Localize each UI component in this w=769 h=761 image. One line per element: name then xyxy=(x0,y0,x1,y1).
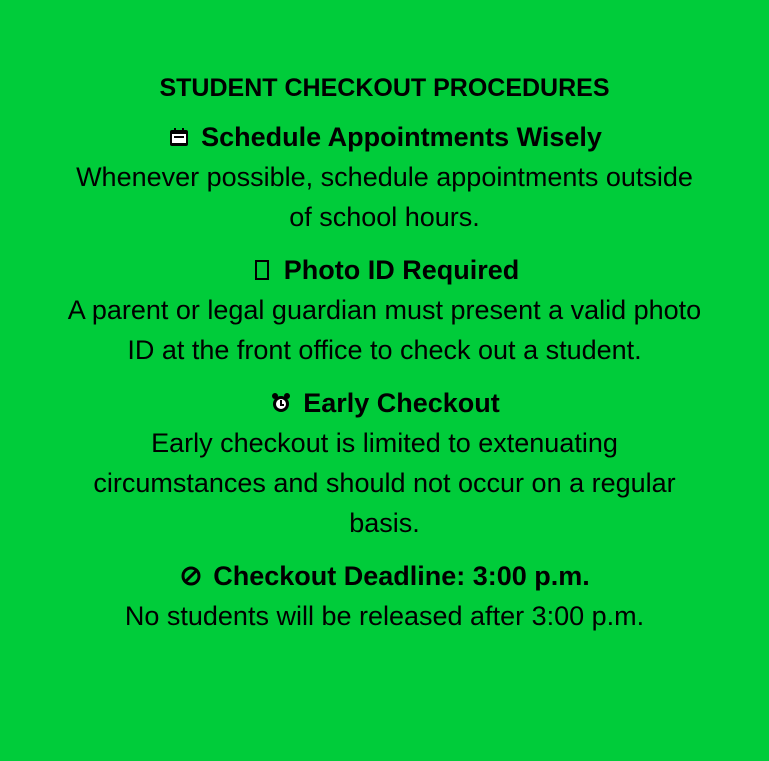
section-checkout-deadline xyxy=(0,556,769,636)
section-heading-text: Photo ID Required xyxy=(283,255,520,285)
section-schedule-appointments xyxy=(0,117,769,237)
page-title: STUDENT CHECKOUT PROCEDURES xyxy=(159,74,610,102)
section-heading xyxy=(0,383,769,423)
calendar-icon xyxy=(167,125,191,149)
section-body-text: A parent or legal guardian must present a valid photo ID at the front office to check out a student. xyxy=(67,295,702,365)
section-body-text: Early checkout is limited to extenuating circumstances and should not occur on a regular basis. xyxy=(93,428,676,538)
section-body-text: No students will be released after 3:00 p.m. xyxy=(124,601,645,631)
section-early-checkout xyxy=(0,383,769,543)
section-heading xyxy=(0,556,769,596)
id-card-icon xyxy=(250,258,274,282)
section-heading-text: Schedule Appointments Wisely xyxy=(201,122,602,152)
section-heading-text: Checkout Deadline: 3:00 p.m. xyxy=(213,561,590,591)
section-body-text: Whenever possible, schedule appointments outside of school hours. xyxy=(76,162,693,232)
prohibited-icon xyxy=(179,564,203,588)
section-heading xyxy=(0,250,769,290)
alarm-clock-icon xyxy=(269,391,293,415)
section-heading-text: Early Checkout xyxy=(303,388,500,418)
section-photo-id xyxy=(0,250,769,370)
section-heading xyxy=(0,117,769,157)
